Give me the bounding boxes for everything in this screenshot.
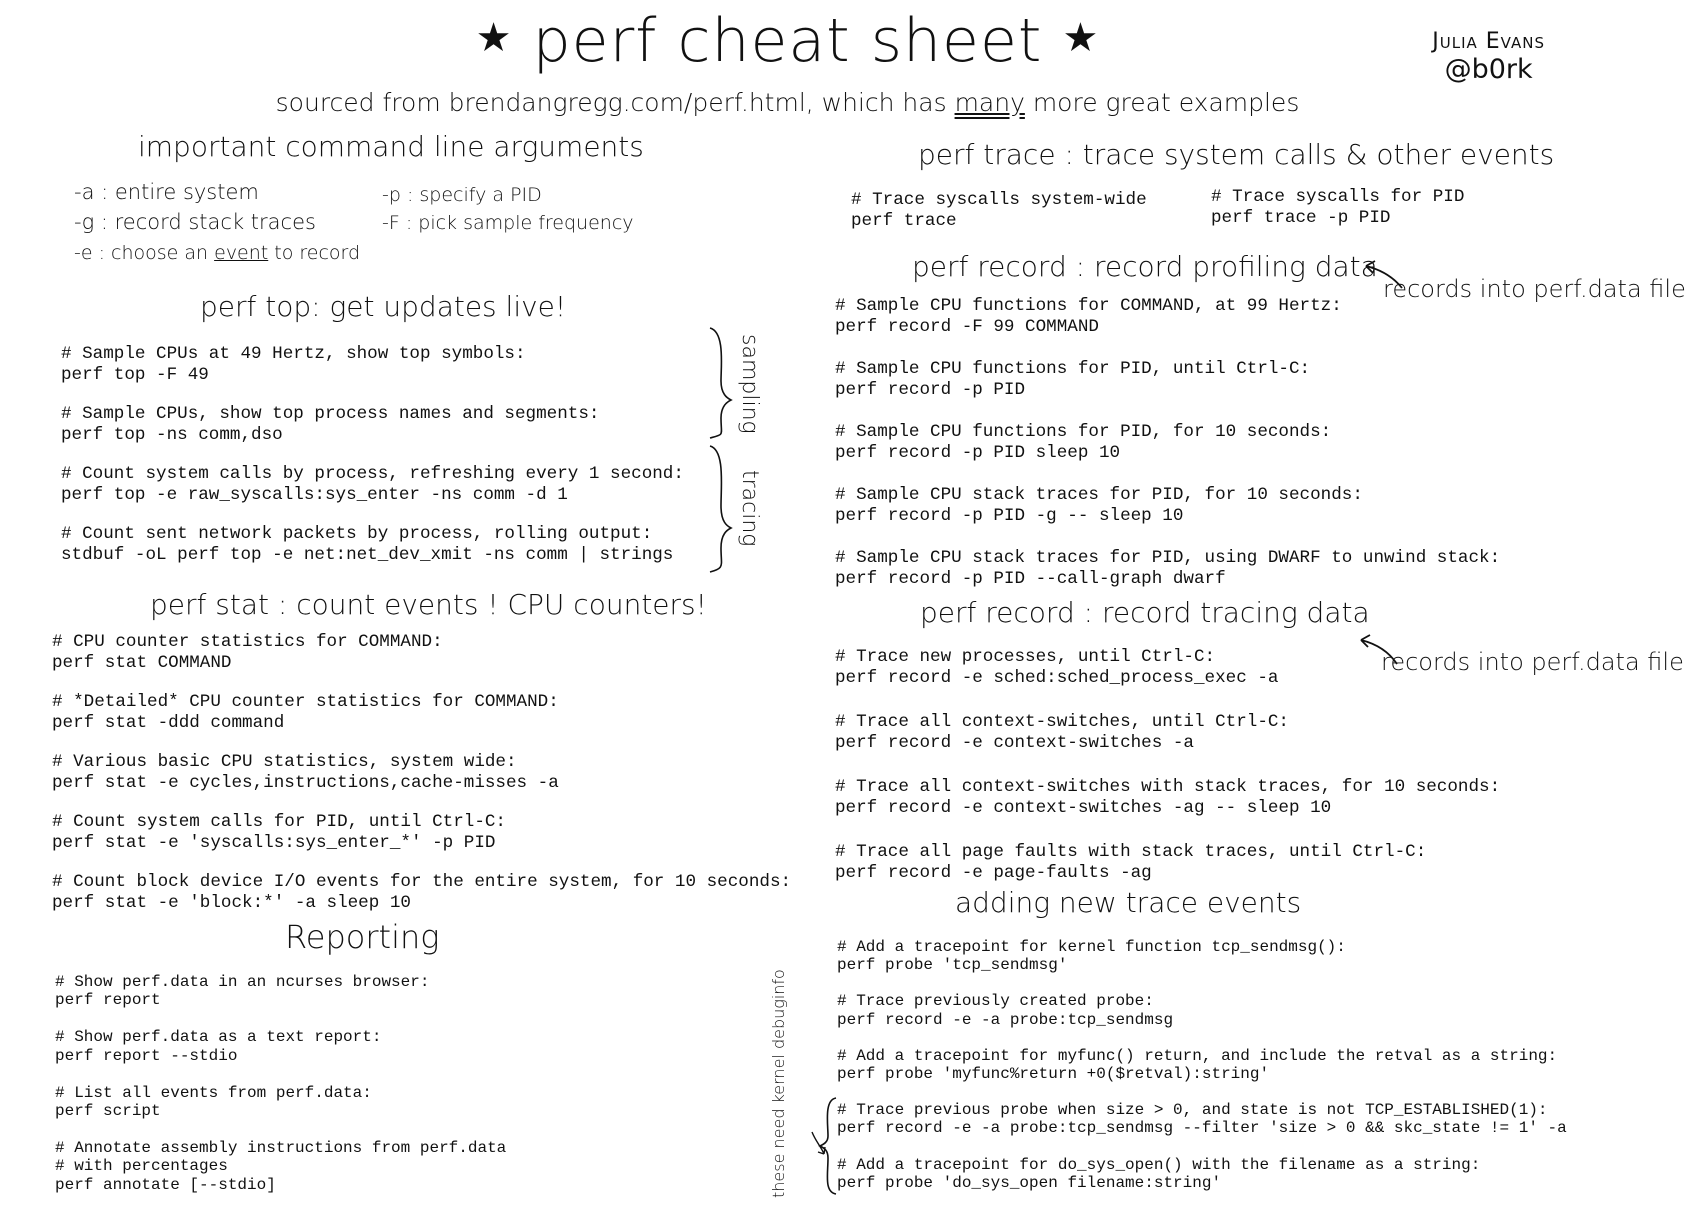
- record-profiling-heading: perf record : record profiling data: [912, 250, 1378, 283]
- arg-e-pre: -e : choose an: [74, 242, 215, 264]
- code-block: # Sample CPU stack traces for PID, for 10 seconds: perf record -p PID -g -- sleep 10: [835, 485, 1363, 526]
- probes-examples: [837, 938, 1567, 1192]
- code-block: # Add a tracepoint for do_sys_open() with the filename as a string: perf probe 'do_sys_open filename:string': [837, 1155, 1481, 1192]
- code-block: # Various basic CPU statistics, system wide: perf stat -e cycles,instructions,cache-misses -a: [52, 752, 559, 793]
- author-name: Julia Evans: [1432, 29, 1545, 54]
- code-block: # Show perf.data as a text report: perf report --stdio: [55, 1028, 382, 1065]
- sampling-brace-icon: [705, 326, 735, 576]
- author-handle: @b0rk: [1444, 54, 1533, 85]
- page-title: [0, 6, 1575, 76]
- author-credit: [1432, 28, 1545, 84]
- records-note: records into perf.data file: [1381, 648, 1684, 676]
- code-block: # Sample CPUs, show top process names and segments: perf top -ns comm,dso: [61, 404, 600, 445]
- code-block: # Sample CPU functions for PID, until Ctrl-C: perf record -p PID: [835, 359, 1311, 400]
- tracing-label: tracing: [737, 470, 762, 547]
- code-block: # Trace new processes, until Ctrl-C: perf record -e sched:sched_process_exec -a: [835, 647, 1279, 688]
- code-block: # Trace previously created probe: perf record -e -a probe:tcp_sendmsg: [837, 992, 1174, 1029]
- reporting-examples: [55, 973, 506, 1194]
- arg-e: [74, 242, 360, 264]
- record-tracing-examples: [835, 647, 1500, 883]
- code-block: # Trace previous probe when size > 0, and state is not TCP_ESTABLISHED(1): perf record -e -a probe:tcp_sendmsg --filter 'size > 0 && skc_state != 1' -a: [837, 1101, 1567, 1138]
- top-heading: perf top: get updates live!: [200, 290, 567, 323]
- arg-p: -p : specify a PID: [382, 184, 542, 206]
- code-block: # Show perf.data in an ncurses browser: perf report: [55, 973, 430, 1010]
- code-block: # Annotate assembly instructions from perf.data # with percentages perf annotate [--stdio]: [55, 1139, 507, 1194]
- trace-heading: perf trace : trace system calls & other events: [918, 138, 1555, 171]
- reporting-heading: Reporting: [285, 918, 440, 956]
- code-block: # Trace all context-switches, until Ctrl-C: perf record -e context-switches -a: [835, 712, 1289, 753]
- sampling-label: sampling: [737, 334, 762, 434]
- args-heading: important command line arguments: [138, 130, 644, 163]
- records-note: records into perf.data file: [1383, 275, 1686, 303]
- code-block: # Trace syscalls for PID perf trace -p PID: [1211, 187, 1465, 228]
- probes-heading: adding new trace events: [955, 886, 1302, 919]
- star-icon: ★: [1062, 15, 1100, 61]
- stat-examples: [52, 632, 791, 913]
- arg-e-post: to record: [268, 242, 361, 264]
- code-block: # Count sent network packets by process, rolling output: stdbuf -oL perf top -e net:net_dev_xmit -ns comm | strings: [61, 524, 674, 565]
- code-block: # List all events from perf.data: perf script: [55, 1083, 372, 1121]
- code-block: # CPU counter statistics for COMMAND: perf stat COMMAND: [52, 632, 443, 673]
- arg-a: -a : entire system: [74, 180, 259, 204]
- code-block: # Sample CPUs at 49 Hertz, show top symbols: perf top -F 49: [61, 344, 526, 385]
- debuginfo-brace-icon: [810, 1096, 840, 1196]
- code-block: # Add a tracepoint for kernel function tcp_sendmsg(): perf probe 'tcp_sendmsg': [837, 938, 1346, 975]
- debuginfo-note: these need kernel debuginfo: [769, 969, 788, 1198]
- stat-heading: perf stat : count events ! CPU counters!: [150, 588, 707, 621]
- subtitle-post: more great examples: [1024, 88, 1300, 117]
- code-block: # Count system calls by process, refreshing every 1 second: perf top -e raw_syscalls:sys_enter -ns comm -d 1: [61, 464, 684, 505]
- code-block: # Count system calls for PID, until Ctrl-C: perf stat -e 'syscalls:sys_enter_*' -p PID: [52, 812, 506, 853]
- record-tracing-heading: perf record : record tracing data: [920, 596, 1370, 629]
- code-block: # Sample CPU stack traces for PID, using DWARF to unwind stack: perf record -p PID --call-graph dwarf: [835, 548, 1501, 589]
- code-block: # Trace all context-switches with stack traces, for 10 seconds: perf record -e context-switches -ag -- sleep 10: [835, 777, 1501, 818]
- arg-g: -g : record stack traces: [74, 210, 316, 234]
- code-block: # Trace all page faults with stack traces, until Ctrl-C: perf record -e page-faults -ag: [835, 842, 1427, 883]
- star-icon: ★: [475, 15, 513, 61]
- record-profiling-examples: [835, 296, 1500, 589]
- code-block: # *Detailed* CPU counter statistics for COMMAND: perf stat -ddd command: [52, 692, 559, 733]
- subtitle-emphasis: many: [954, 88, 1025, 117]
- arg-e-emphasis: event: [214, 242, 269, 264]
- code-block: # Sample CPU functions for PID, for 10 seconds: perf record -p PID sleep 10: [835, 422, 1332, 463]
- title-text: perf cheat sheet: [532, 6, 1043, 76]
- code-block: # Trace syscalls system-wide perf trace: [851, 190, 1147, 231]
- subtitle-pre: sourced from brendangregg.com/perf.html, which has: [275, 88, 955, 117]
- subtitle: [0, 88, 1575, 117]
- code-block: # Count block device I/O events for the entire system, for 10 seconds: perf stat -e 'block:*' -a sleep 10: [52, 872, 792, 913]
- top-examples: [61, 344, 684, 565]
- code-block: # Sample CPU functions for COMMAND, at 99 Hertz: perf record -F 99 COMMAND: [835, 296, 1342, 337]
- arg-f: -F : pick sample frequency: [382, 212, 634, 234]
- code-block: # Add a tracepoint for myfunc() return, and include the retval as a string: perf probe 'myfunc%return +0($retval):string': [837, 1046, 1558, 1084]
